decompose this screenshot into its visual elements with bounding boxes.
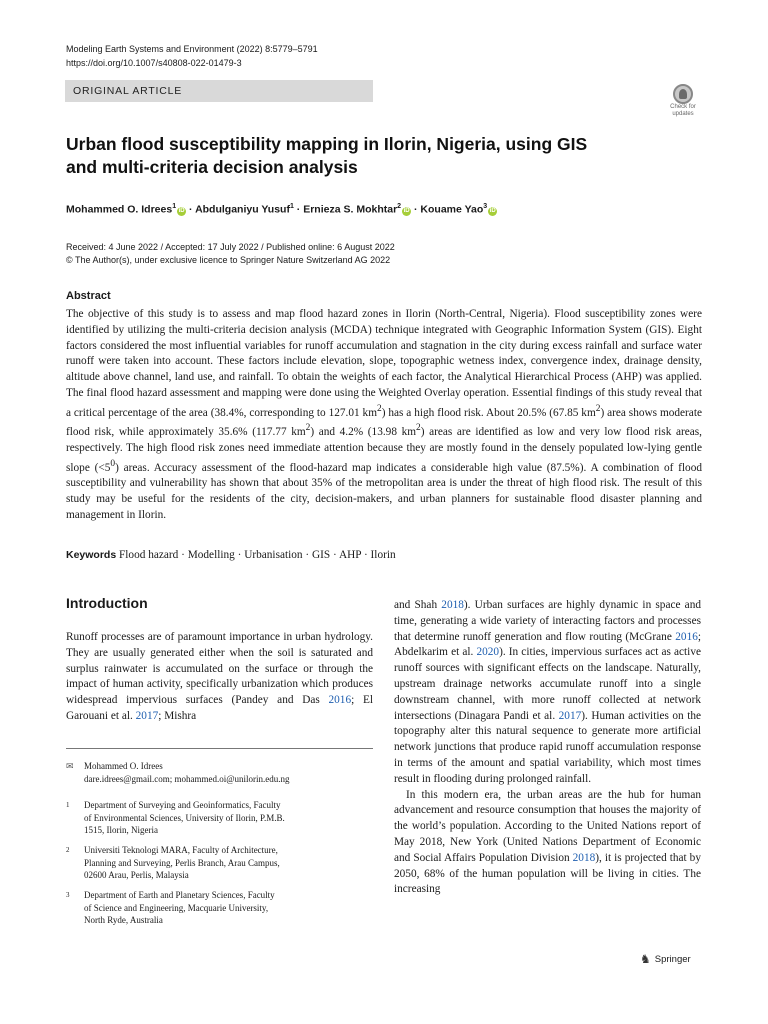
affiliation-number: 1 [66,801,70,809]
text-segment: and Shah [394,599,442,611]
author-name[interactable]: Mohammed O. Idrees [66,203,173,216]
check-for-updates-badge[interactable] [664,84,702,122]
right-column-text [394,598,701,898]
envelope-icon: ✉ [66,761,74,771]
abstract-segment: ) areas. Accuracy assessment of the flood-hazard map indicates a considerable high value (87.5%). A combination of flood susceptibility and vulnerability has shown that about 35% of the metropolitan area is under the threat of high flood risk. The result of this study may be useful for the residents of the city, decision-makers, and urban planners for sustainable flood disaster planning and management in Ilorin. [66,461,702,521]
abstract-heading: Abstract [66,290,111,302]
author-name[interactable]: Kouame Yao [420,203,484,216]
affiliation-line: Department of Earth and Planetary Sciences, Faculty [84,890,275,900]
paragraph [394,598,701,788]
contact-name: Mohammed O. Idrees [84,761,163,771]
paragraph [394,788,701,899]
abstract-segment: ) and 4.2% (13.98 km [310,426,417,439]
abstract-segment: ) area shows moderate flood risk, while approximately 35.6% (117.77 km [66,406,702,439]
author-separator: · [293,203,304,216]
footnote-divider [66,748,373,749]
journal-header [66,42,318,70]
keywords-label: Keywords [66,549,117,561]
publisher-name: Springer [654,953,691,965]
text-segment: ), it is projected that by 2050, 68% of the human population will be living in cities. The increasing [394,851,701,896]
author-name[interactable]: Abdulganiyu Yusuf [195,203,290,216]
introduction-heading: Introduction [66,595,148,611]
text-segment: ). Human activities on the topography alter this natural sequence to generate more artificial network junctions that produce rapid runoff accumulation response in terms of the amount and spatial variability, which most times result in flooding during prolonged rainfall. [394,709,701,785]
journal-citation: Modeling Earth Systems and Environment (2022) 8:5779–5791 [66,44,318,54]
author-name[interactable]: Ernieza S. Mokhtar [303,203,398,216]
citation-link[interactable]: 2017 [558,709,582,722]
publication-dates [66,241,395,267]
bookmark-icon [673,84,693,104]
text-segment: ; Abdelkarim et al. [394,630,701,659]
orcid-icon[interactable]: iD [178,207,185,214]
citation-link[interactable]: 2020 [476,646,500,659]
affiliation-number: 3 [66,891,70,899]
orcid-icon[interactable]: iD [403,207,410,214]
affiliation-number: 2 [66,846,70,854]
citation-link[interactable]: 2016 [328,694,352,707]
springer-horse-icon: ♞ [640,952,651,966]
author-affil-sup: 1 [172,203,177,210]
doi-link[interactable]: https://doi.org/10.1007/s40808-022-01479-3 [66,58,242,68]
contact-emails[interactable]: dare.idrees@gmail.com; mohammed.oi@unilorin.edu.ng [84,774,290,784]
badge-line2: updates [672,111,694,117]
paragraph [66,630,373,725]
superscript: 2 [595,403,601,414]
text-segment: ). In cities, impervious surfaces act as active runoff sources with significant effects on the landscape. Naturally, upstream drainage networks accumulate runoff into a single downstream channel, with more runoff collected at network intersections (Dinagara Pandi et al. [394,646,701,722]
keywords [66,549,396,561]
superscript: 2 [416,423,421,434]
text-segment: ; Mishra [158,709,197,722]
affiliation-line: 1515, Ilorin, Nigeria [84,825,158,835]
superscript: 2 [376,403,382,414]
orcid-icon[interactable]: iD [489,207,496,214]
abstract-text [66,307,702,524]
affiliation-line: Department of Surveying and Geoinformatics, Faculty [84,800,281,810]
affiliation-line: Universiti Teknologi MARA, Faculty of Architecture, [84,845,278,855]
badge-line1: Check for [670,104,696,110]
citation-link[interactable]: 2017 [135,709,159,722]
affiliation-line: Planning and Surveying, Perlis Branch, Arau Campus, [84,857,280,868]
abstract-segment: The objective of this study is to assess and map flood hazard zones in Ilorin (North-Central, Nigeria). Flood susceptibility zones were identified by utilizing the multi-criteria decision analysis (MCDA) technique integrated with Geographic Information System (GIS). Eight factors considered the most influential variables for runoff accumulation and stagnation in the city during excess rainfall and surface water runoff were taken into account. These factors include elevation, slope, topographic wetness index, convergence index, drainage density, altitude above channel, land use, and rainfall. To obtain the weights of each factor, the Analytical Hierarchical Process (AHP) was applied. The final flood hazard assessment and mapping were done using the Weighted Overlay operation. Essential findings of this study reveal that a critical percentage of the area (38.4%, corresponding to 127.01 km [66,308,702,419]
article-type-band: ORIGINAL ARTICLE [65,80,373,102]
text-segment: ; El Garouani et al. [66,694,373,722]
citation-link[interactable]: 2018 [572,851,596,864]
abstract-segment: ) areas are identified as low and very low flood risk areas, respectively. The high flood risk zones need immediate attention because they are mostly found in the densely populated low-lying gentle slope (<5 [66,426,702,474]
author-separator: · [411,203,421,216]
author-list [66,203,497,216]
author-affil-sup: 2 [397,203,402,210]
copyright-line: © The Author(s), under exclusive licence to Springer Nature Switzerland AG 2022 [66,255,391,265]
text-segment: Runoff processes are of paramount importance in urban hydrology. They are usually generated either when the soil is saturated and surplus rainwater is accumulated on the surface or through the impact of human activity, specifically urbanization which produces widespread impervious surfaces (Pandey and Das [66,631,373,707]
affiliation-line: of Science and Engineering, Macquarie University, [84,902,269,913]
author-separator: · [186,203,196,216]
left-column-text [66,630,373,725]
publisher-logo [640,952,691,966]
affiliation-line: of Environmental Sciences, University of Ilorin, P.M.B. [84,812,285,823]
dates-line: Received: 4 June 2022 / Accepted: 17 July 2022 / Published online: 6 August 2022 [66,242,395,252]
article-title [66,133,626,179]
author-affil-sup: 3 [483,203,488,210]
author-affil-sup: 1 [289,203,294,210]
affiliation-line: North Ryde, Australia [84,915,163,925]
abstract-segment: ) has a high flood risk. About 20.5% (67.85 km [381,406,596,419]
title-line-1: Urban flood susceptibility mapping in Ilorin, Nigeria, using GIS [66,134,588,154]
text-segment: In this modern era, the urban areas are the hub for human advancement and resource consumption that houses the majority of the world’s population. According to the United Nations report of May 2018, New York (United Nations Department of Economic and Social Affairs Population Division [394,788,701,864]
title-line-2: and multi-criteria decision analysis [66,157,358,177]
citation-link[interactable]: 2018 [441,599,464,611]
affiliation-line: 02600 Arau, Perlis, Malaysia [84,870,189,880]
text-segment: ). Urban surfaces are highly dynamic in space and time, generating a wide variety of interacting factors and processes that determine runoff generation and flow routing (McGrane [394,599,701,643]
superscript: 0 [110,458,116,469]
citation-link[interactable]: 2016 [675,630,698,643]
corresponding-author [66,760,290,784]
superscript: 2 [305,423,311,434]
keywords-list: Flood hazard · Modelling · Urbanisation · GIS · AHP · Ilorin [119,549,396,561]
